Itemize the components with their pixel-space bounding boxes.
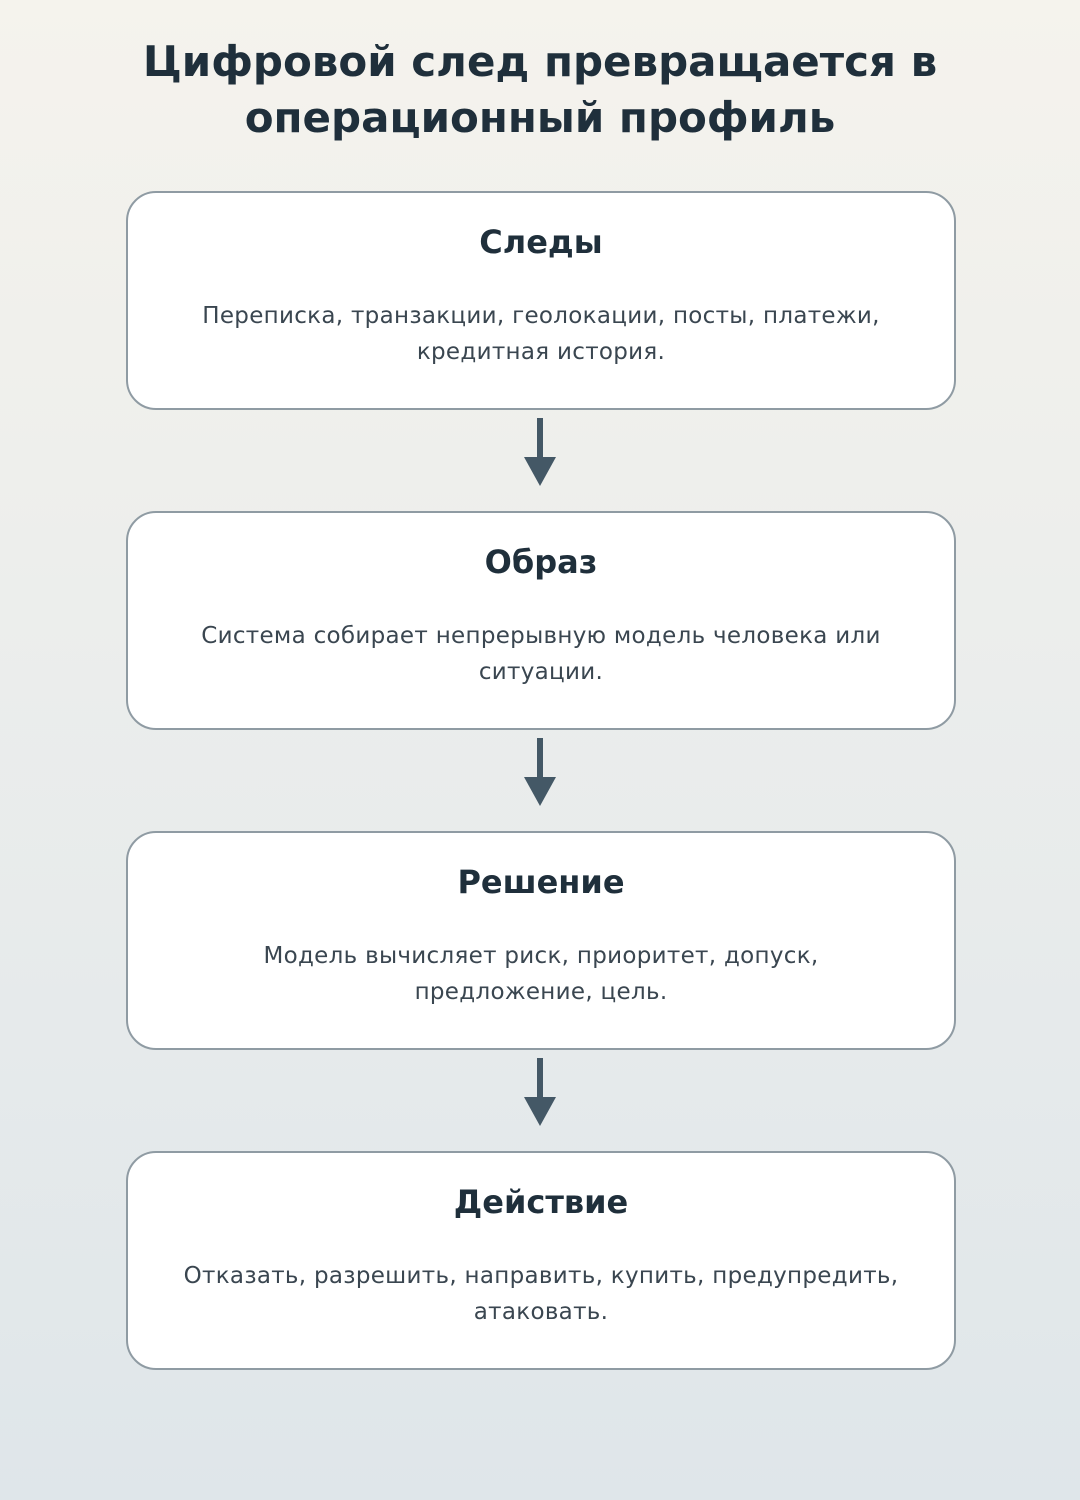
stage-description-action: Отказать, разрешить, направить, купить, предупредить, атаковать. [183,1263,899,1325]
arrow-down-icon [520,738,560,808]
stage-description-decision: Модель вычисляет риск, приоритет, допуск, предложение, цель. [263,943,819,1005]
stage-title-action: Действие [453,1183,629,1221]
stage-box-image [126,511,956,730]
diagram-title: Цифровой след превращается в операционный профиль [142,37,938,142]
stage-title-image: Образ [484,543,598,581]
arrow-down-icon [520,418,560,488]
stage-box-decision [126,831,956,1050]
stage-title-traces: Следы [479,223,603,261]
stage-title-decision: Решение [457,863,625,901]
stage-description-traces: Переписка, транзакции, геолокации, посты, платежи, кредитная история. [202,303,880,365]
stage-description-image: Система собирает непрерывную модель человека или ситуации. [201,623,881,685]
arrow-down-icon [520,1058,560,1128]
stage-box-traces [126,191,956,410]
stage-box-action [126,1151,956,1370]
